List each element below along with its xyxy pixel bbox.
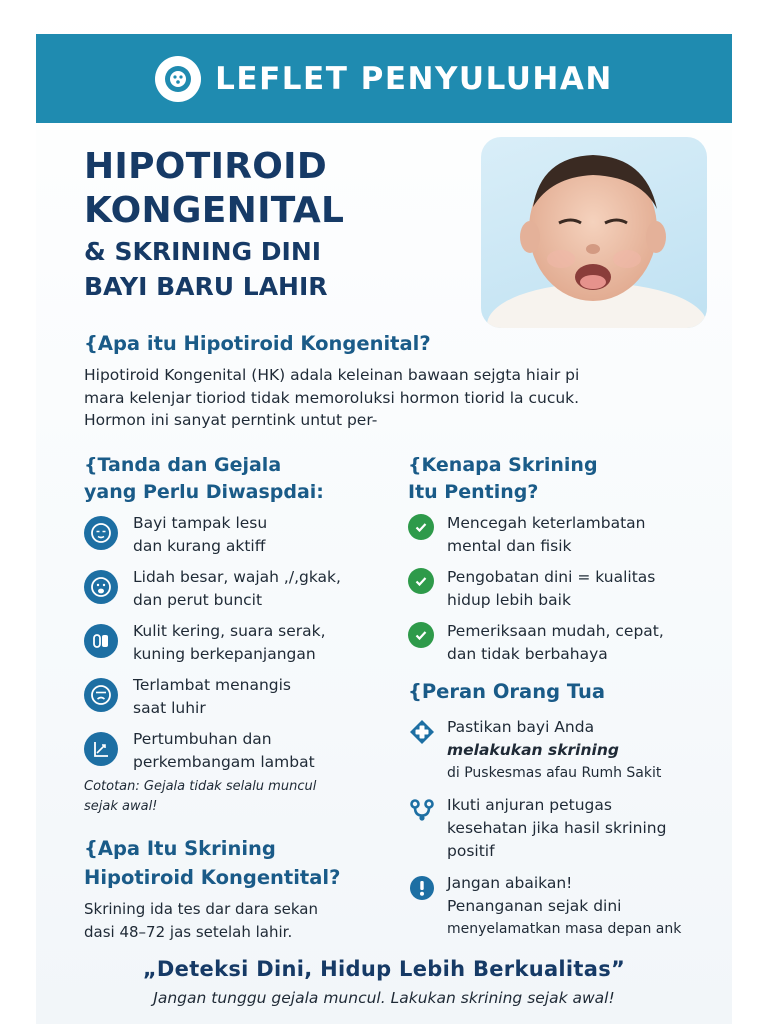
parents-line: Ikuti anjuran petugas: [447, 796, 612, 814]
symptoms-list: [84, 512, 384, 782]
section-what-is-body: [84, 364, 696, 432]
parents-line: kesehatan jika hasil skrining: [447, 819, 667, 837]
parents-line: di Puskesmas afau Rumh Sakit: [447, 765, 662, 781]
symptoms-note: [84, 777, 384, 817]
list-item: [408, 716, 708, 794]
section-what-is-title: {Apa itu Hipotiroid Kongenital?: [84, 332, 431, 355]
footer-subtext: Jangan tunggu gejala muncul. Lakukan skrining sejak awal!: [153, 989, 615, 1007]
list-item: [408, 620, 708, 674]
footer-quote: „Deteksi Dini, Hidup Lebih Berkualitas”: [142, 957, 626, 981]
note-line-2: sejak awal!: [84, 799, 158, 814]
why-line: dan tidak berbahaya: [447, 645, 608, 663]
list-item: [84, 620, 384, 674]
check-icon: [408, 568, 434, 594]
symptom-line: Lidah besar, wajah ,/,gkak,: [133, 568, 341, 586]
screening-title-line-1: {Apa Itu Skrining: [84, 837, 276, 860]
skin-icon: [84, 624, 118, 658]
why-line: Pengobatan dini = kualitas: [447, 568, 656, 586]
screening-body: [84, 898, 384, 943]
list-item: [84, 512, 384, 566]
symptom-line: kuning berkepanjangan: [133, 644, 316, 663]
list-item: [408, 794, 708, 872]
list-item: [84, 728, 384, 782]
check-icon: [408, 514, 434, 540]
symptom-line: Bayi tampak lesu: [133, 514, 268, 532]
growth-chart-icon: [84, 732, 118, 766]
list-item: [84, 674, 384, 728]
title-line-2: KONGENITAL: [84, 190, 345, 231]
parents-line: Jangan abaikan!: [447, 874, 573, 892]
header-label: LEFLET PENYULUHAN: [215, 60, 613, 97]
screening-title-line-2: Hipotiroid Kongentital?: [84, 866, 341, 889]
list-item: [408, 512, 708, 566]
baby-logo-icon: [155, 56, 201, 102]
parents-title: {Peran Orang Tua: [408, 680, 606, 703]
screening-body-line-2: dasi 48–72 jas setelah lahir.: [84, 922, 293, 941]
why-line: Pemeriksaan mudah, cepat,: [447, 622, 664, 640]
symptom-line: perkembangam lambat: [133, 752, 315, 771]
header-band: [36, 34, 732, 123]
health-cross-icon: [408, 718, 436, 746]
stethoscope-icon: [408, 796, 436, 824]
why-line: Mencegah keterlambatan: [447, 514, 646, 532]
note-line-1: Cototan: Gejala tidak selalu muncul: [84, 779, 317, 794]
tongue-face-icon: [84, 570, 118, 604]
body-line: mara kelenjar tioriod tidak memoroluksi hormon tiorid la cucuk.: [84, 388, 580, 407]
parents-line: Pastikan bayi Anda: [447, 718, 595, 736]
sleepy-face-icon: [84, 516, 118, 550]
alert-icon: [408, 874, 436, 902]
screening-title: [84, 834, 384, 892]
crying-face-icon: [84, 678, 118, 712]
parents-line: positif: [447, 842, 495, 860]
parents-list: [408, 716, 708, 941]
why-list: [408, 512, 708, 674]
symptoms-title-line-1: {Tanda dan Gejala: [84, 454, 282, 476]
title-line-4: BAYI BARU LAHIR: [84, 272, 328, 301]
symptom-line: saat luhir: [133, 698, 206, 717]
screening-body-line-1: Skrining ida tes dar dara sekan: [84, 900, 319, 918]
symptoms-title: [84, 452, 384, 506]
symptom-line: dan kurang aktiff: [133, 536, 266, 555]
check-icon: [408, 622, 434, 648]
title-block: [84, 145, 474, 303]
symptoms-title-line-2: yang Perlu Diwaspdai:: [84, 481, 324, 503]
list-item: [408, 566, 708, 620]
why-line: hidup lebih baik: [447, 591, 571, 609]
parents-line: Penanganan sejak dini: [447, 897, 622, 915]
parents-line: menyelamatkan masa depan ank: [447, 921, 682, 937]
symptom-line: Terlambat menangis: [133, 676, 291, 694]
symptom-line: dan perut buncit: [133, 590, 263, 609]
symptom-line: Kulit kering, suara serak,: [133, 622, 326, 640]
list-item: [408, 872, 708, 941]
title-line-1: HIPOTIROID: [84, 146, 328, 187]
title-line-3: & SKRINING DINI: [84, 237, 322, 266]
parents-line-emphasis: melakukan skrining: [447, 741, 619, 759]
list-item: [84, 566, 384, 620]
why-title: [408, 452, 708, 506]
symptom-line: Pertumbuhan dan: [133, 730, 272, 748]
why-line: mental dan fisik: [447, 537, 572, 555]
body-line: Hipotiroid Kongenital (HK) adala keleinan bawaan sejgta hiair pi: [84, 366, 580, 384]
body-line: Hormon ini sanyat perntink untut per-: [84, 411, 378, 429]
why-title-line-1: {Kenapa Skrining: [408, 454, 598, 476]
why-title-line-2: Itu Penting?: [408, 481, 539, 503]
baby-photo: [481, 137, 707, 328]
